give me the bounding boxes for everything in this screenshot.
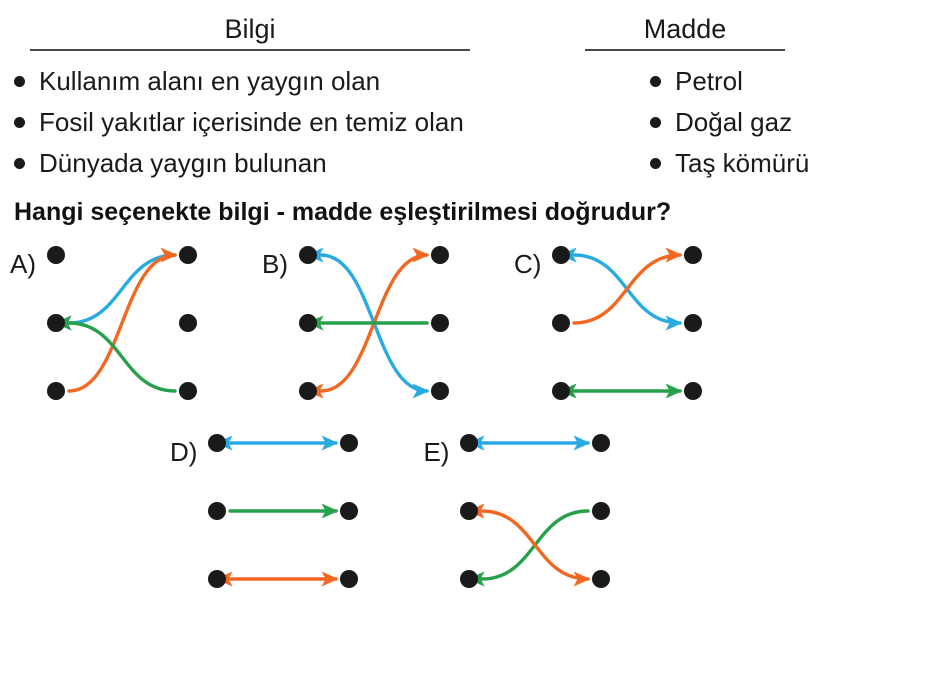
node-dot-left-2: [460, 502, 478, 520]
node-dot-left-3: [460, 570, 478, 588]
node-dot-right-3: [179, 382, 197, 400]
node-dot-left-1: [299, 246, 317, 264]
node-dot-left-3: [208, 570, 226, 588]
node-dot-left-1: [47, 246, 65, 264]
matching-diagram: [42, 243, 202, 408]
list-item: [650, 143, 870, 184]
connection-arrow-green: [69, 323, 175, 391]
node-dot-right-1: [431, 246, 449, 264]
option-c-label: C): [514, 249, 542, 279]
substance-header-rule: [585, 49, 785, 51]
node-dot-right-3: [684, 382, 702, 400]
node-dot-left-1: [460, 434, 478, 452]
list-item: [650, 61, 870, 102]
connection-arrow-orange: [574, 255, 680, 323]
info-item-label: Dünyada yaygın bulunan: [39, 148, 327, 178]
substance-column-header: [500, 14, 870, 51]
node-dot-right-2: [431, 314, 449, 332]
list-item: [14, 61, 500, 102]
substance-item-label: Taş kömürü: [675, 148, 810, 178]
question-text: Hangi seçenekte bilgi - madde eşleştirilmesi doğrudur?: [14, 198, 672, 226]
substance-header-label: Madde: [643, 14, 727, 44]
info-header-rule: [30, 49, 470, 51]
matching-diagram: [455, 431, 615, 596]
bullet-icon: [650, 76, 661, 87]
node-dot-right-3: [340, 570, 358, 588]
list-item: [14, 102, 500, 143]
node-dot-left-2: [299, 314, 317, 332]
substance-list: [500, 61, 870, 184]
node-dot-right-3: [592, 570, 610, 588]
option-a-label: A): [10, 249, 36, 279]
option-e-label: E): [423, 437, 450, 467]
option-a[interactable]: [10, 243, 202, 413]
bullet-icon: [650, 117, 661, 128]
lists-container: [0, 61, 950, 184]
node-dot-left-3: [552, 382, 570, 400]
matching-diagram: [547, 243, 707, 408]
option-d[interactable]: [170, 431, 363, 601]
node-dot-left-1: [208, 434, 226, 452]
node-dot-left-3: [299, 382, 317, 400]
list-item: [14, 143, 500, 184]
info-header-label: Bilgi: [224, 14, 276, 44]
matching-diagram: [294, 243, 454, 408]
option-c-diagram: [547, 243, 707, 413]
info-list: [0, 61, 500, 184]
option-b-diagram: [294, 243, 454, 413]
node-dot-right-1: [179, 246, 197, 264]
column-headers: [0, 0, 950, 51]
node-dot-right-1: [592, 434, 610, 452]
node-dot-right-3: [431, 382, 449, 400]
info-item-label: Kullanım alanı en yaygın olan: [39, 66, 381, 96]
substance-item-label: Doğal gaz: [675, 107, 793, 137]
connection-arrow-blue: [69, 255, 175, 323]
option-d-diagram: [203, 431, 363, 601]
substance-item-label: Petrol: [675, 66, 743, 96]
node-dot-left-1: [552, 246, 570, 264]
bullet-icon: [14, 76, 25, 87]
list-item: [650, 102, 870, 143]
connection-arrow-orange: [69, 255, 175, 391]
option-c[interactable]: [514, 243, 707, 413]
node-dot-right-1: [340, 434, 358, 452]
connection-arrow-orange: [482, 511, 588, 579]
node-dot-right-2: [340, 502, 358, 520]
node-dot-left-2: [47, 314, 65, 332]
option-b[interactable]: [262, 243, 454, 413]
info-item-label: Fosil yakıtlar içerisinde en temiz olan: [39, 107, 464, 137]
node-dot-right-1: [684, 246, 702, 264]
option-a-diagram: [42, 243, 202, 413]
option-e-diagram: [455, 431, 615, 601]
node-dot-left-2: [208, 502, 226, 520]
node-dot-left-3: [47, 382, 65, 400]
options-row-bottom: [0, 431, 950, 601]
node-dot-right-2: [684, 314, 702, 332]
bullet-icon: [14, 117, 25, 128]
info-column-header: [0, 14, 500, 51]
matching-diagram: [203, 431, 363, 596]
bullet-icon: [650, 158, 661, 169]
options-row-top: [0, 243, 950, 413]
option-d-label: D): [170, 437, 198, 467]
node-dot-left-2: [552, 314, 570, 332]
node-dot-right-2: [592, 502, 610, 520]
node-dot-right-2: [179, 314, 197, 332]
option-b-label: B): [262, 249, 288, 279]
option-e[interactable]: [423, 431, 615, 601]
bullet-icon: [14, 158, 25, 169]
